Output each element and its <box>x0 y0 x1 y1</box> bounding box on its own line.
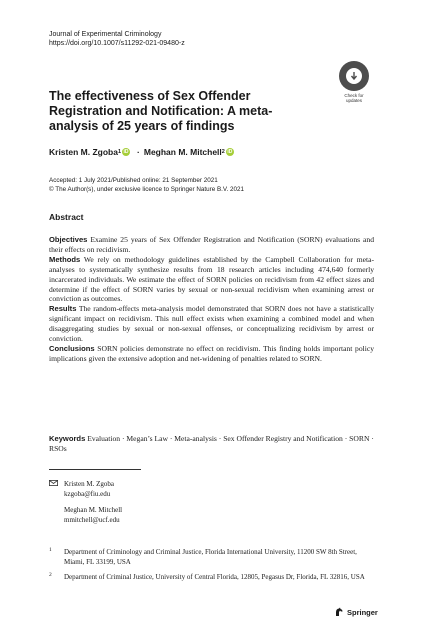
author-name[interactable]: Kristen M. Zgoba <box>49 147 118 157</box>
journal-header <box>49 30 185 48</box>
publisher-name: Springer <box>347 607 378 617</box>
abstract-results: Results The random-effects meta-analysis model demonstrated that SORN does not have a statistically significant impact on recidivism. This null effect exists when examining a combined model and when disaggregating studies by sexual or non-sexual offenses, or conceptualizing recidivism by arrest or conviction. <box>49 304 374 344</box>
orcid-icon[interactable]: iD <box>123 149 129 155</box>
author-separator: · <box>137 147 140 157</box>
abstract-label: Results <box>49 304 77 314</box>
abstract-label: Conclusions <box>49 343 95 353</box>
abstract-label: Methods <box>49 254 81 264</box>
affiliation-1 <box>49 547 369 567</box>
abstract-objectives: Objectives Examine 25 years of Sex Offender Registration and Notification (SORN) evaluations and their effects on recidivism. <box>49 235 374 254</box>
author-name[interactable]: Meghan M. Mitchell <box>143 147 222 157</box>
contact-email[interactable]: kzgoba@fiu.edu <box>64 490 111 498</box>
contact-email[interactable]: mmitchell@ucf.edu <box>64 516 120 524</box>
contact-name: Kristen M. Zgoba <box>64 480 114 488</box>
check-updates-icon <box>339 61 369 91</box>
abstract-label: Objectives <box>49 235 88 244</box>
doi-link[interactable]: https://doi.org/10.1007/s11292-021-09480-z <box>49 40 185 47</box>
author-list: Kristen M. Zgoba 1 iD · Meghan M. Mitchell 2 iD <box>49 147 233 157</box>
publisher-logo <box>334 607 378 617</box>
keywords-label: Keywords <box>49 434 86 443</box>
abstract-heading: Abstract <box>49 212 84 222</box>
orcid-icon[interactable]: iD <box>227 149 233 155</box>
abstract-body <box>49 235 374 364</box>
affiliation-text: Department of Criminology and Criminal Justice, Florida International University, 11200 SW 8th Street, Miami, FL 33199, USA <box>64 548 357 566</box>
envelope-icon <box>49 480 58 486</box>
springer-horse-icon <box>334 607 344 617</box>
journal-name: Journal of Experimental Criminology <box>49 31 162 38</box>
contact-name: Meghan M. Mitchell <box>64 506 123 514</box>
accepted-published-dates: Accepted: 1 July 2021/Published online: 21 September 2021 <box>49 177 218 184</box>
keywords-list: Evaluation · Megan’s Law · Meta-analysis · Sex Offender Registry and Notification · SORN · RSOs <box>49 434 374 453</box>
article-title: The effectiveness of Sex Offender Registration and Notification: A meta-analysis of 25 years of findings <box>49 89 273 133</box>
copyright-notice: © The Author(s), under exclusive licence to Springer Nature B.V. 2021 <box>49 186 245 193</box>
affiliation-number: 2 <box>49 572 52 578</box>
affiliation-2 <box>49 572 369 582</box>
check-updates-label: Check for updates <box>344 93 364 103</box>
contact-author-1 <box>49 479 122 499</box>
keywords <box>49 434 374 454</box>
abstract-methods: Methods We rely on methodology guidelines established by the Campbell Collaboration for meta-analyses to systematically synthesize results from 18 research articles including 474,640 formerly incarcerated individuals. We estimate the effect of SORN policies on recidivism from 42 effect sizes and determine if the effect of SORN varies by sexual or non-sexual recidivism when examining arrest or conviction as outcomes. <box>49 254 374 304</box>
footnote-divider <box>49 469 141 470</box>
affiliation-number: 1 <box>49 547 52 553</box>
contact-info <box>49 479 122 525</box>
publication-dates <box>49 176 244 194</box>
abstract-conclusions: Conclusions SORN policies demonstrate no effect on recidivism. This finding holds important policy implications given the extensive adoption and net-widening of penalties related to SORN. <box>49 343 374 363</box>
check-for-updates-badge[interactable] <box>339 61 369 103</box>
affiliation-text: Department of Criminal Justice, University of Central Florida, 12805, Pegasus Dr, Florida, FL 32816, USA <box>64 573 365 581</box>
contact-author-2 <box>49 505 122 525</box>
